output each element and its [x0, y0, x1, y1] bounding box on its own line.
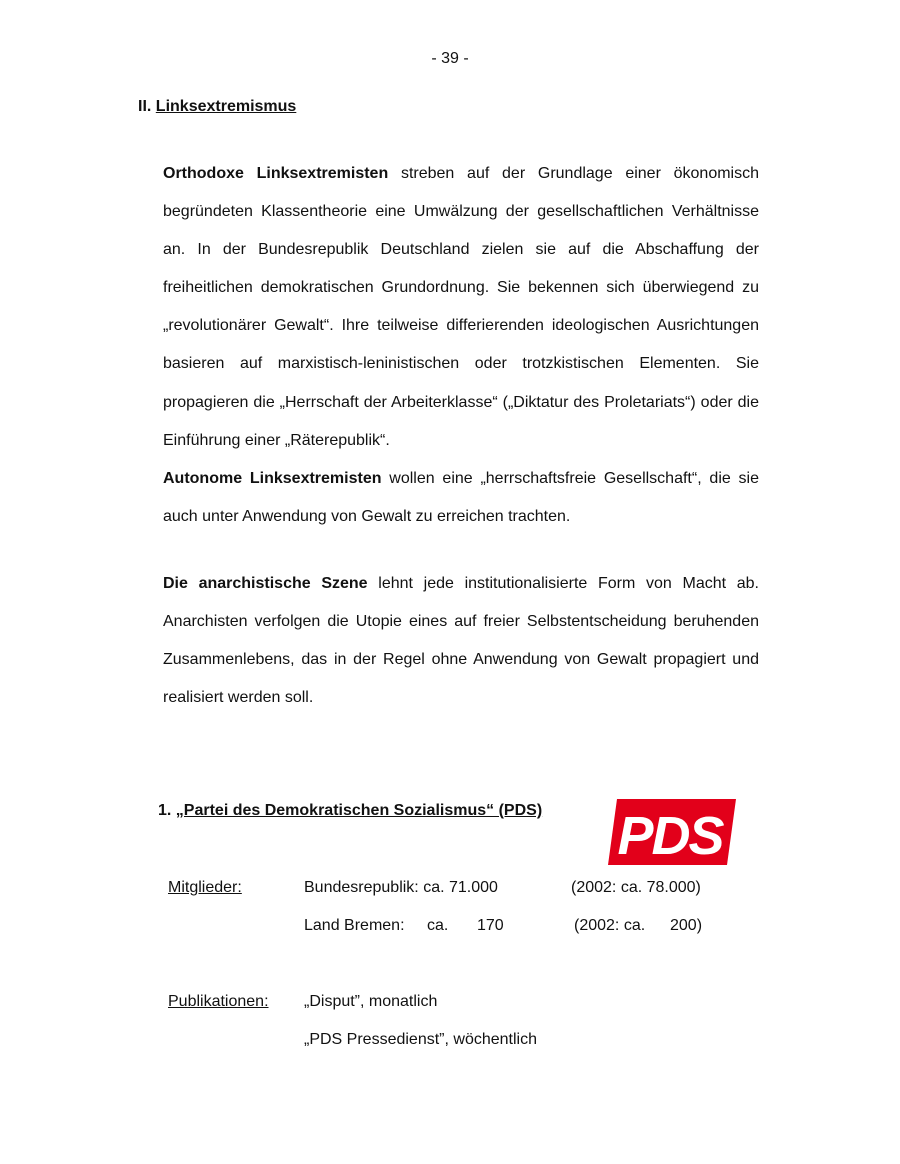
subsection-title: „Partei des Demokratischen Sozialismus“ (PDS)	[175, 802, 543, 819]
section-title: Linksextremismus	[155, 98, 297, 115]
members-federal: Bundesrepublik: ca. 71.000	[304, 879, 498, 896]
paragraph-anarchist	[163, 565, 759, 717]
publication-item: „Disput”, monatlich	[304, 993, 438, 1010]
subsection-heading	[158, 802, 542, 820]
paragraph-anarchist-text: lehnt jede institutionalisierte Form von Macht ab. Anarchisten verfolgen die Utopie eines auf freier Selbstentscheidung beruhenden Zusammenlebens, das in der Regel ohne Anwendung von Gewalt propagiert und realisiert werden soll.	[163, 575, 759, 707]
term-orthodox: Orthodoxe Linksextremisten	[163, 165, 389, 182]
members-state-label: Land Bremen:	[304, 917, 405, 934]
section-heading	[138, 98, 296, 116]
members-label: Mitglieder:	[168, 879, 242, 896]
members-state-ca: ca.	[427, 917, 449, 934]
paragraph-autonom-text: wollen eine „herrschaftsfreie Gesellschaft“, die sie auch unter Anwendung von Gewalt zu erreichen trachten.	[163, 470, 760, 526]
subsection-number: 1.	[158, 802, 172, 819]
publication-item: „PDS Pressedienst”, wöchentlich	[304, 1031, 537, 1048]
members-federal-2002: (2002: ca. 78.000)	[571, 879, 701, 896]
pds-logo-text: PDS	[617, 806, 723, 865]
members-state-2002-value: 200)	[670, 917, 703, 934]
members-state-2002-label: (2002: ca.	[574, 917, 646, 934]
term-autonom: Autonome Linksextremisten	[163, 470, 382, 487]
pds-logo	[608, 799, 736, 870]
publications-label: Publikationen:	[168, 993, 269, 1010]
paragraph-orthodox-text: streben auf der Grundlage einer ökonomisch begründeten Klassentheorie eine Umwälzung der gesellschaftlichen Verhältnisse an. In der Bundesrepublik Deutschland zielen sie auf die Abschaffung der freiheitlichen demokratischen Grundordnung. Sie bekennen sich überwiegend zu „revolutionärer Gewalt“. Ihre teilweise differierenden ideologischen Ausrichtungen basieren auf marxistisch-leninistischen oder trotzkistischen Elementen. Sie propagieren die „Herrschaft der Arbeiterklasse“ („Diktatur des Proletariats“) oder die Einführung einer „Räterepublik“.	[163, 165, 759, 449]
term-anarchist: Die anarchistische Szene	[163, 575, 368, 592]
pds-logo-graphic	[608, 799, 736, 865]
members-state-value: 170	[477, 917, 504, 934]
section-numeral: II.	[138, 98, 152, 115]
paragraph-autonom	[163, 460, 759, 536]
paragraph-orthodox	[163, 155, 759, 460]
page-number: - 39 -	[431, 50, 469, 67]
